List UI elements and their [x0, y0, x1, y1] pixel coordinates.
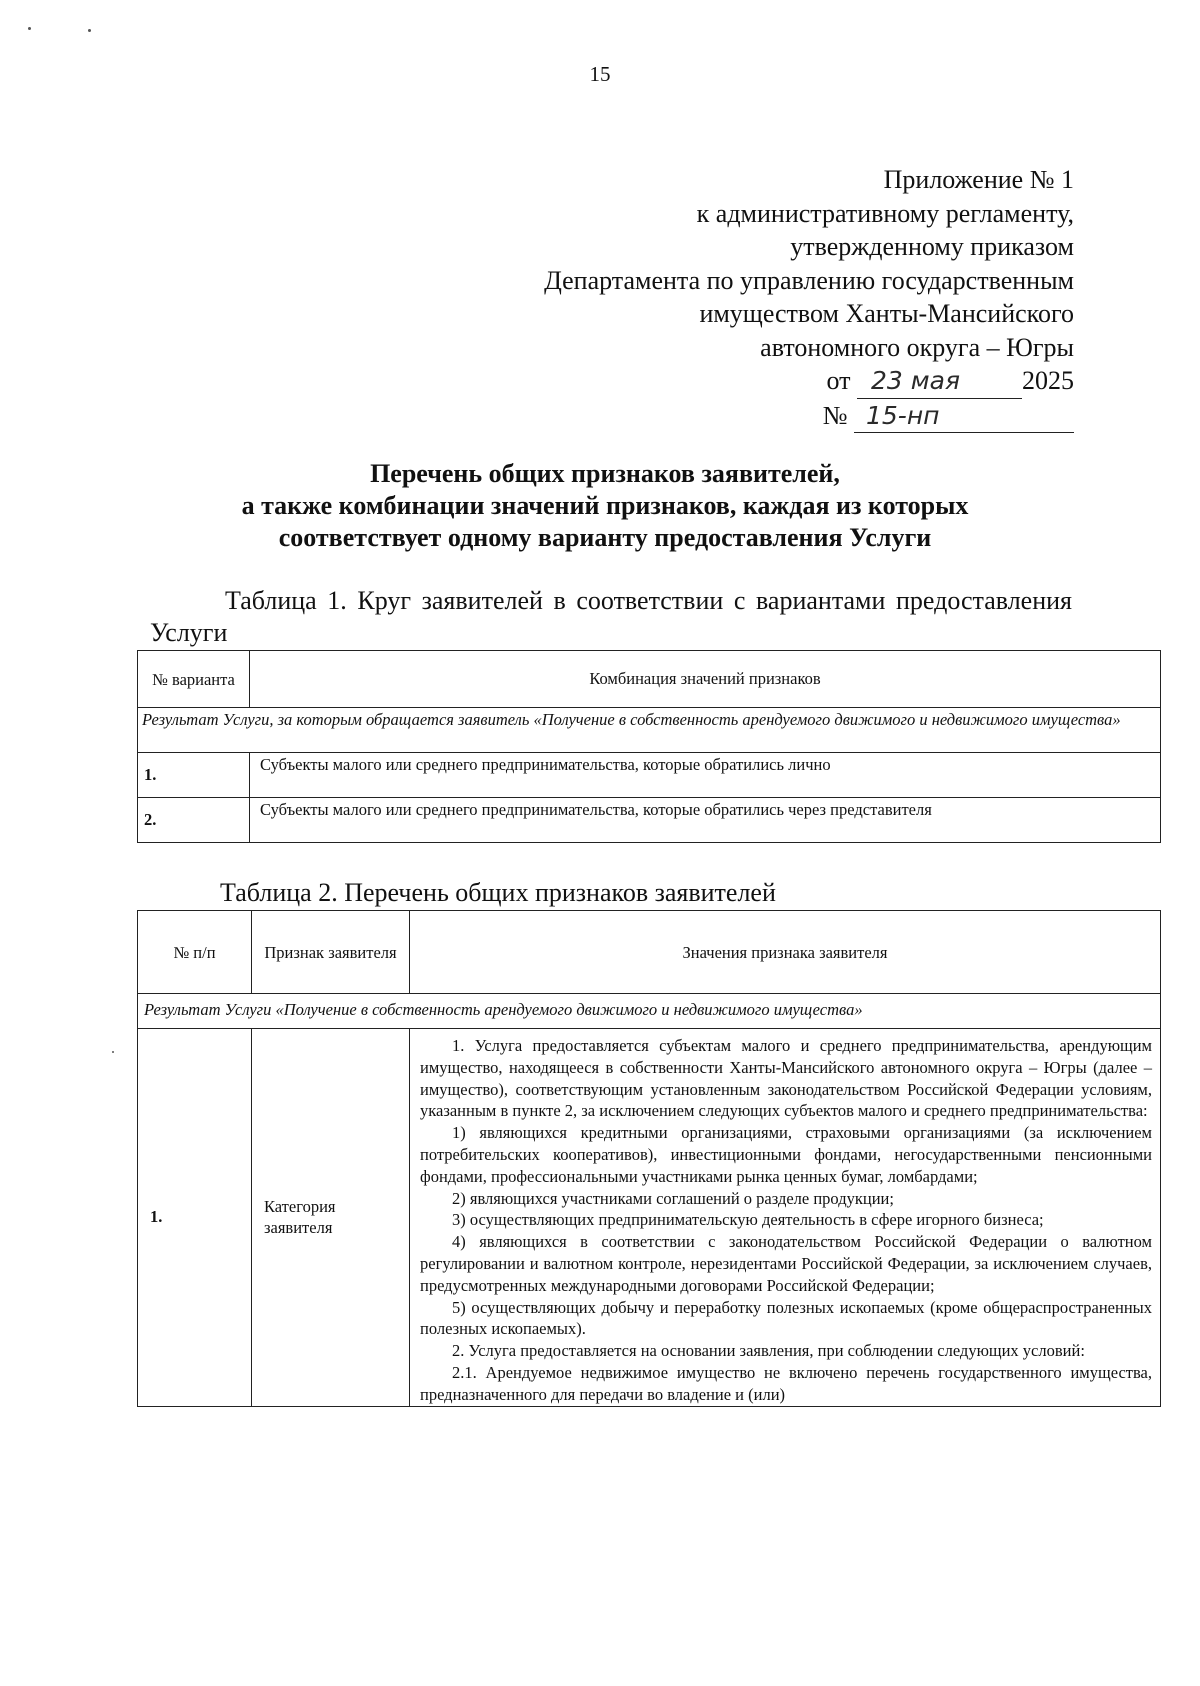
date-year: 2025: [1022, 366, 1074, 395]
handwritten-number: 15-нп: [854, 399, 1074, 434]
document-title: [130, 458, 1080, 554]
header-combination: Комбинация значений признаков: [250, 651, 1161, 708]
appendix-block: [544, 163, 1074, 433]
variant-no: 1.: [138, 753, 250, 798]
row-no: 1.: [138, 1029, 252, 1407]
header-no: № п/п: [138, 911, 252, 994]
table2: [137, 910, 1161, 1407]
variant-no: 2.: [138, 798, 250, 843]
page-number: 15: [589, 62, 611, 86]
row-sign: Категория заявителя: [252, 1029, 410, 1407]
header-variant-no: № варианта: [138, 651, 250, 708]
value-paragraph: 2) являющихся участниками соглашений о разделе продукции;: [452, 1188, 894, 1208]
value-paragraph: 2. Услуга предоставляется на основании заявления, при соблюдении следующих условий:: [452, 1341, 1085, 1361]
table-header-row: [138, 911, 1161, 994]
header-values: Значения признака заявителя: [410, 911, 1161, 994]
table-row: [138, 1029, 1161, 1407]
appendix-line: Департамента по управлению государственным: [544, 265, 1074, 295]
table1: [137, 650, 1161, 843]
result-row: [138, 994, 1161, 1029]
handwritten-date: 23 мая: [857, 364, 1022, 399]
appendix-line: Приложение № 1: [883, 165, 1074, 194]
appendix-line: имуществом Ханты-Мансийского: [699, 299, 1074, 328]
title-line: соответствует одному варианту предоставления Услуги: [278, 523, 932, 552]
value-paragraph: 3) осуществляющих предпринимательскую деятельность в сфере игорного бизнеса;: [452, 1210, 1044, 1230]
appendix-number: [544, 399, 1074, 434]
table-row: [138, 798, 1161, 843]
table2-caption: Таблица 2. Перечень общих признаков заявителей: [220, 878, 776, 907]
date-prefix: от: [826, 366, 851, 395]
title-line: Перечень общих признаков заявителей,: [370, 459, 840, 488]
table-header-row: [138, 651, 1161, 708]
value-paragraph: 1) являющихся кредитными организациями, страховыми организациями (за исключением потребительских кооперативов), инвестиционными фондами, негосударственными пенсионными фондами, профессиональными участниками рынка ценных бумаг, ломбардами;: [420, 1123, 1152, 1186]
header-sign: Признак заявителя: [252, 911, 410, 994]
scan-speck: [112, 1051, 114, 1053]
table-row: [138, 753, 1161, 798]
variant-combination: Субъекты малого или среднего предпринимательства, которые обратились через представителя: [250, 798, 1161, 843]
variant-combination: Субъекты малого или среднего предпринимательства, которые обратились лично: [250, 753, 1161, 798]
appendix-date: [544, 364, 1074, 399]
result-text: Результат Услуги, за которым обращается заявитель «Получение в собственность арендуемого движимого и недвижимого имущества»: [138, 708, 1161, 753]
value-paragraph: 2.1. Арендуемое недвижимое имущество не включено перечень государственного имущества, предназначенного для передачи во владение и (или): [420, 1362, 1152, 1404]
appendix-line: автономного округа – Югры: [760, 332, 1074, 362]
scan-speck: [88, 29, 91, 32]
title-line: а также комбинации значений признаков, каждая из которых: [241, 491, 969, 520]
appendix-line: утвержденному приказом: [790, 232, 1074, 261]
value-paragraph: 1. Услуга предоставляется субъектам малого и среднего предпринимательства, арендующим имущество, находящееся в собственности Ханты-Мансийского автономного округа – Югры (далее – имущество), соответствующим установленным законодательством Российской Федерации условиям, указанным в пункте 2, за исключением следующих субъектов малого и среднего предпринимательства:: [420, 1036, 1152, 1121]
appendix-line: к административному регламенту,: [696, 198, 1074, 228]
number-prefix: №: [822, 400, 848, 430]
value-paragraph: 5) осуществляющих добычу и переработку полезных ископаемых (кроме общераспространенных полезных ископаемых).: [420, 1297, 1152, 1339]
table1-caption: Таблица 1. Круг заявителей в соответствии с вариантами предоставления Услуги: [150, 586, 1072, 647]
value-paragraph: 4) являющихся в соответствии с законодательством Российской Федерации о валютном регулировании и валютном контроле, нерезидентами Российской Федерации, за исключением случаев, предусмотренных международными договорами Российской Федерации;: [420, 1232, 1152, 1295]
scan-speck: [28, 27, 31, 30]
row-values: [410, 1029, 1161, 1407]
result-row: [138, 708, 1161, 753]
result-text: Результат Услуги «Получение в собственность арендуемого движимого и недвижимого имущества»: [138, 994, 1161, 1029]
